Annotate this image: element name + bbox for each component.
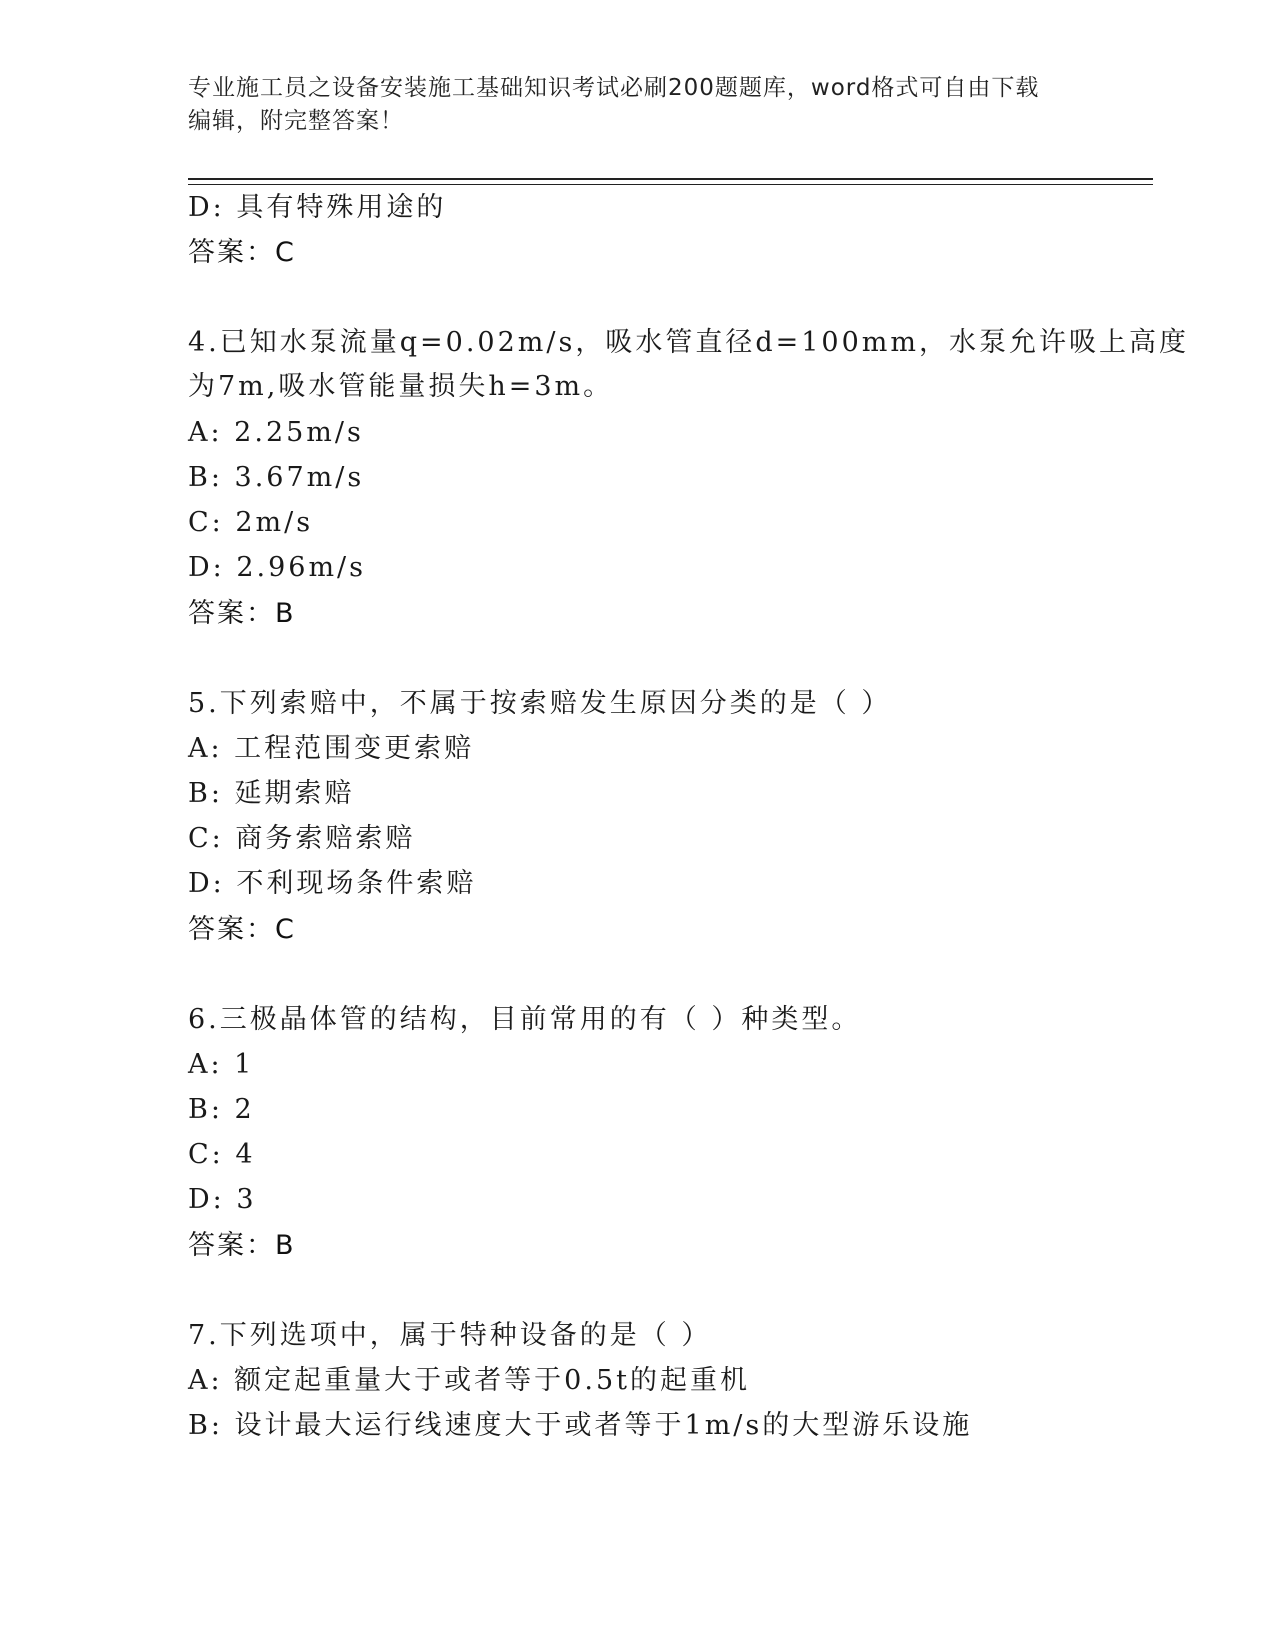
q4-option-d: D: 2.96m/s — [188, 552, 366, 583]
q7-option-b: B: 设计最大运行线速度大于或者等于1m/s的大型游乐设施 — [188, 1410, 973, 1441]
q4-text-line-1: 4.已知水泵流量q=0.02m/s，吸水管直径d=100mm，水泵允许吸上高度 — [188, 327, 1189, 358]
q6-option-d: D: 3 — [188, 1184, 257, 1215]
q6-option-c: C: 4 — [188, 1139, 256, 1170]
q7-option-a: A: 额定起重量大于或者等于0.5t的起重机 — [188, 1365, 750, 1396]
header-divider-thin — [188, 184, 1153, 185]
q5-answer: 答案：C — [188, 914, 296, 945]
q6-answer: 答案：B — [188, 1230, 296, 1261]
header-divider — [188, 178, 1153, 180]
q6-option-b: B: 2 — [188, 1094, 255, 1125]
q4-option-c: C: 2m/s — [188, 507, 314, 538]
q5-option-a: A: 工程范围变更索赔 — [188, 733, 475, 764]
prev-answer: 答案：C — [188, 237, 296, 268]
header-line-1: 专业施工员之设备安装施工基础知识考试必刷200题题库，word格式可自由下载 — [188, 75, 1040, 101]
q4-option-b: B: 3.67m/s — [188, 462, 365, 493]
q5-text: 5.下列索赔中，不属于按索赔发生原因分类的是（ ） — [188, 688, 892, 719]
q5-option-b: B: 延期索赔 — [188, 778, 355, 809]
prev-option-d: D: 具有特殊用途的 — [188, 192, 447, 223]
q4-option-a: A: 2.25m/s — [188, 417, 364, 448]
q4-answer: 答案：B — [188, 598, 296, 629]
q4-text-line-2: 为7m,吸水管能量损失h=3m。 — [188, 371, 614, 402]
header-line-2: 编辑，附完整答案！ — [188, 108, 404, 134]
q6-text: 6.三极晶体管的结构，目前常用的有（ ）种类型。 — [188, 1004, 862, 1035]
document-header — [188, 72, 1088, 138]
q6-option-a: A: 1 — [188, 1049, 255, 1080]
q5-option-c: C: 商务索赔索赔 — [188, 823, 416, 854]
q5-option-d: D: 不利现场条件索赔 — [188, 868, 477, 899]
q7-text: 7.下列选项中，属于特种设备的是（ ） — [188, 1320, 712, 1351]
